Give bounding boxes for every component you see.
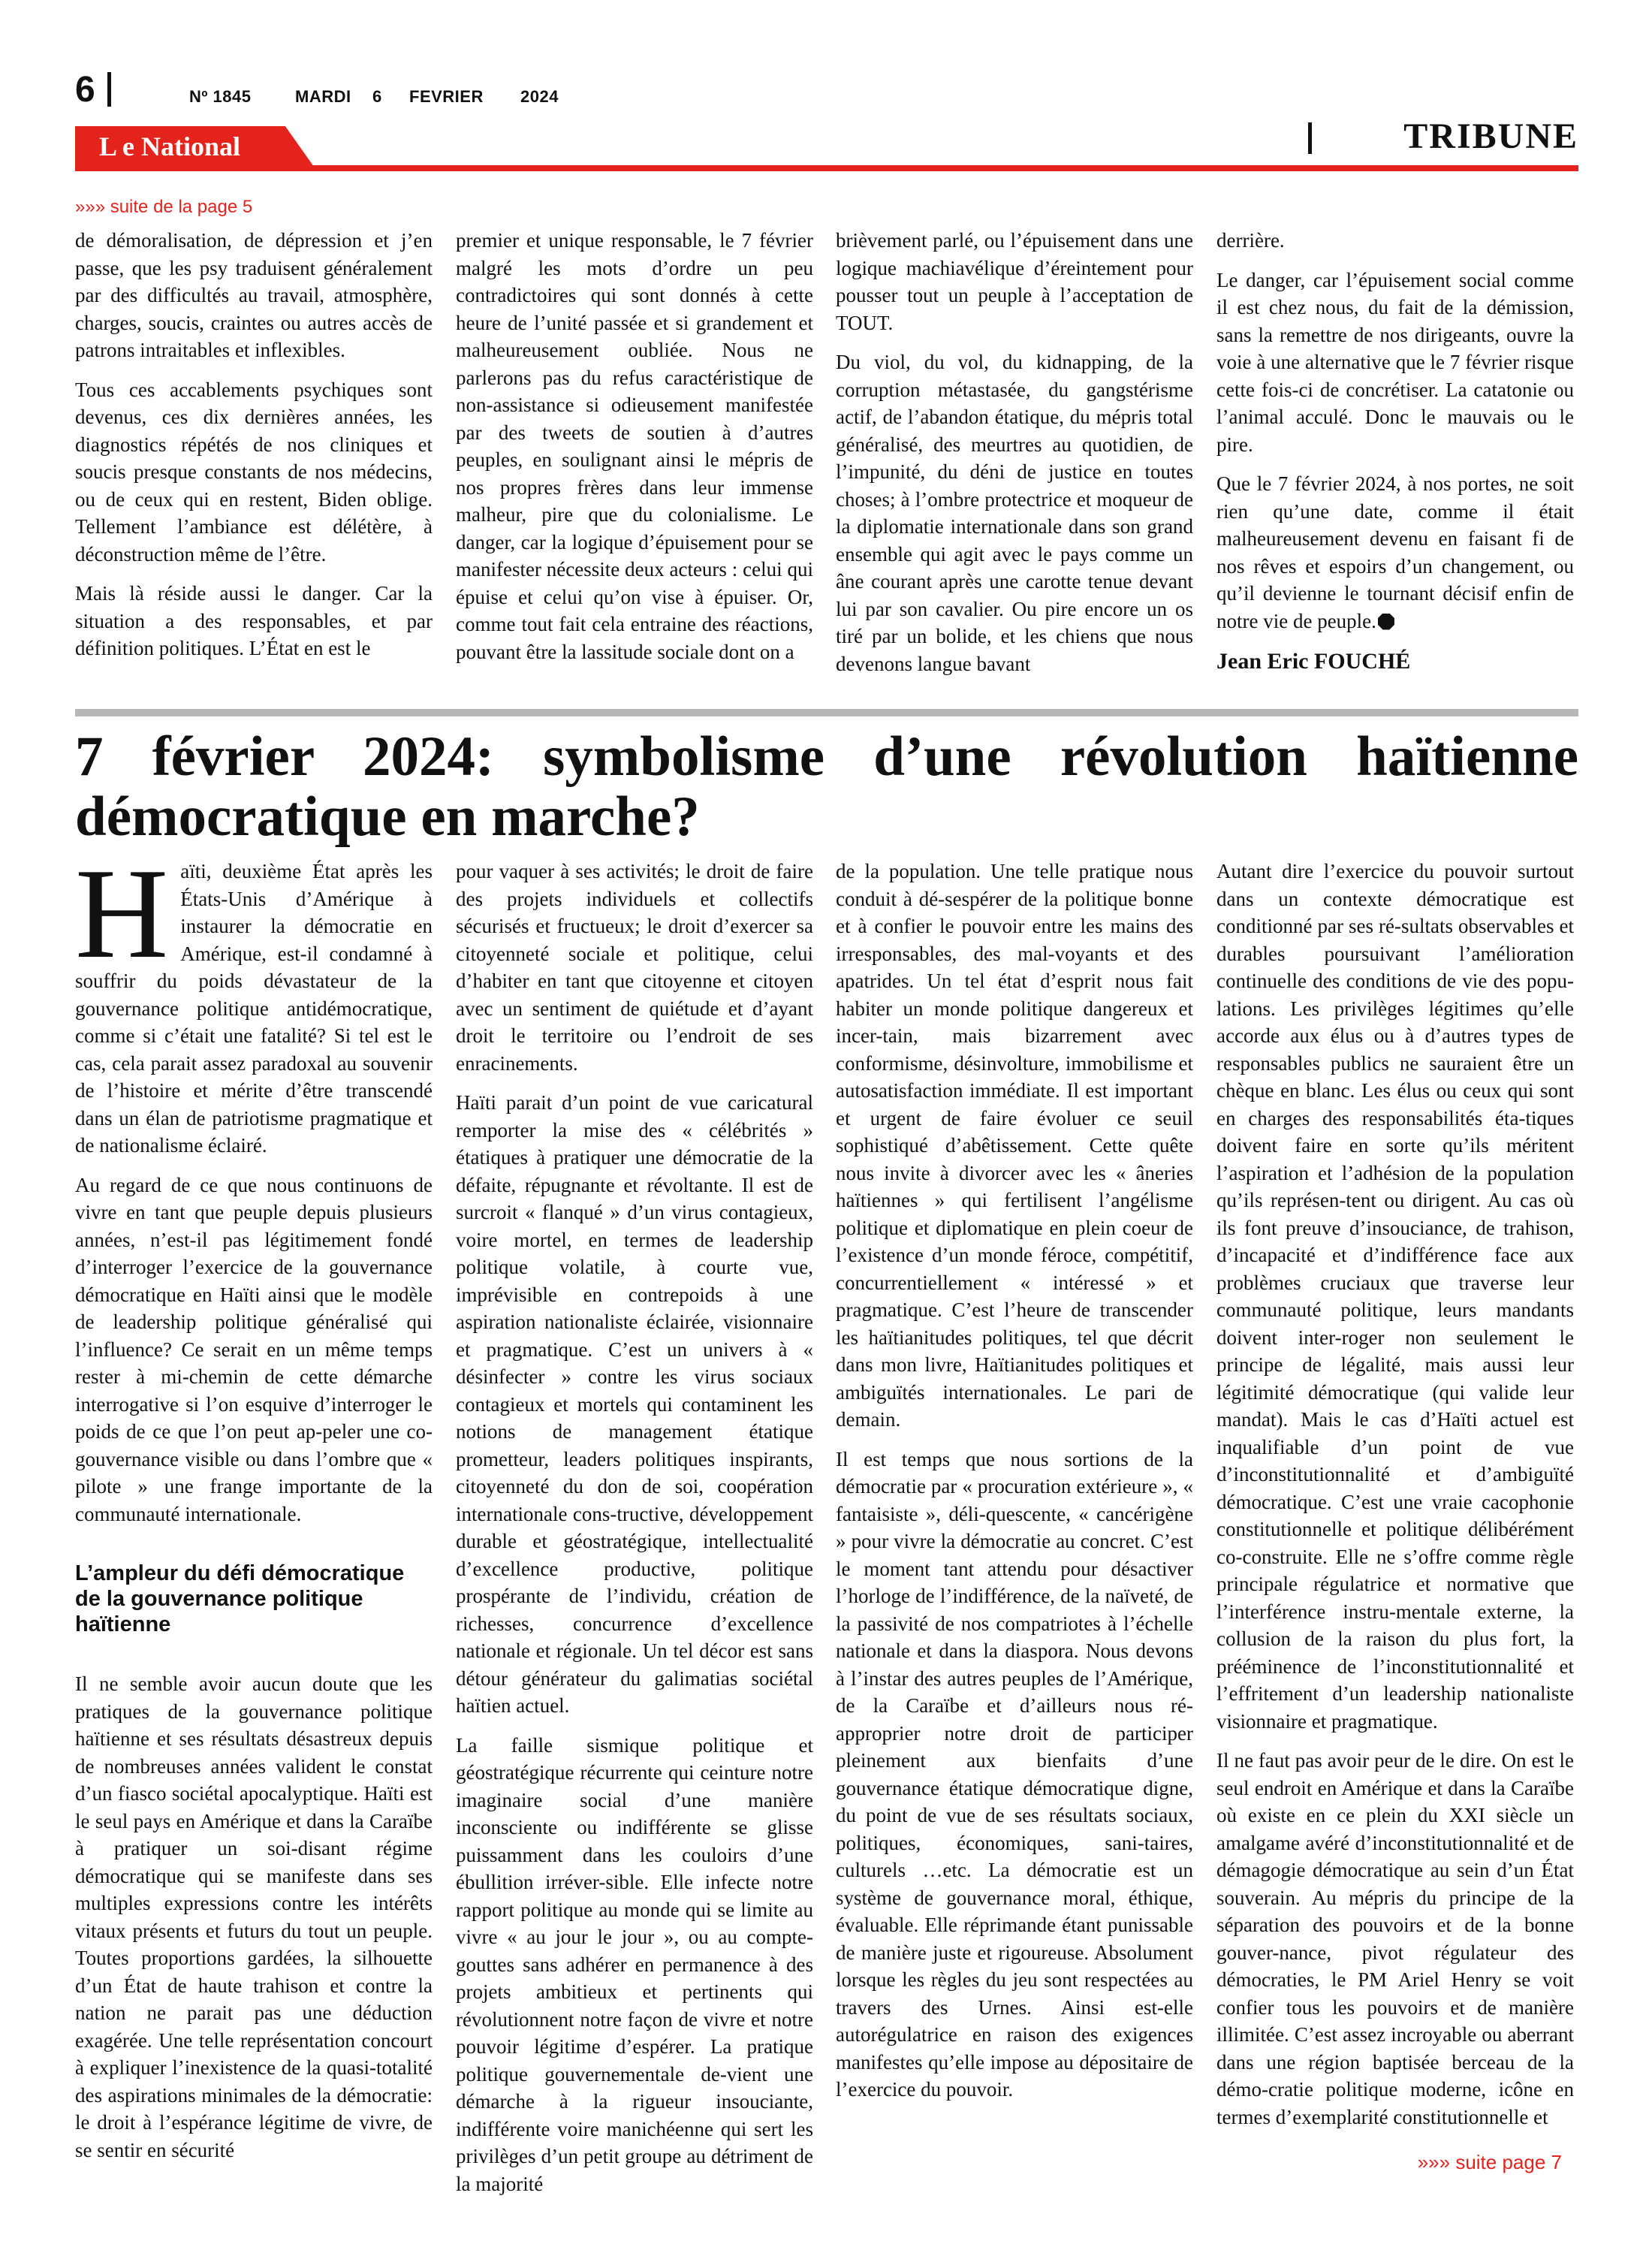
lead-text: aïti, deuxième État après les États-Unis d’Amérique à instaurer la démocratie en Amérique, est-il condamné à souffrir du poids dévastateur de la gouvernance politique antidémocratique, comme si c’était une fatalité? Si tel est le cas, cela parait assez paradoxal au souvenir de l’histoire et mérite d’être transcendé dans un élan de patriotisme pragmatique et de nationalisme éclairé. — [75, 860, 433, 1157]
paragraph — [1216, 470, 1574, 635]
paragraph: pour vaquer à ses activités; le droit de faire des projets individuels et collectifs sécurisés et fructueux; le droit d’exercer sa citoyenneté sociale et politique, celui d’habiter en tant que citoyenne et citoyen avec un sentiment de quiétude et d’ayant droit le territoire ou l’endroit de ses enracinements. — [456, 860, 813, 1075]
paragraph: Il est temps que nous sortions de la démocratie par « procuration extérieure », « fantaisiste », déli-quescente, « cancérigène » pour vivre la démocratie au concret. C’est le moment tant attendu pour désactiver l’horloge de l’indifférence, de la naïveté, de la passivité de nos compatriotes à l’échelle nationale et dans la diaspora. Nous devons à l’instar des autres peuples de l’Amérique, de la Caraïbe et d’ailleurs nous ré-approprier notre droit de participer pleinement aux bienfaits d’une gouvernance étatique démocratique digne, du point de vue de ses résultats sociaux, politiques, économiques, sani-taires, culturels …etc. La démocratie est un système de gouvernance moral, éthique, évaluable. Elle réprimande étant punissable de manière juste et rigoureuse. Absolument lorsque les règles du jeu sont respectées au travers des Urnes. Ainsi est-elle autorégulatrice en raison des exigences manifestes qu’elle impose au dépositaire de l’exercice du pouvoir. — [836, 1447, 1193, 2101]
continued-on-link[interactable]: »»» suite page 7 — [1417, 2151, 1562, 2173]
paragraph: La faille sismique politique et géostratégique récurrente qui ceinture notre imaginaire social d’une manière inconsciente ou indifférente se glisse puissamment dans les couloirs d’une ébullition irréver-sible. Elle infecte notre rapport politique au monde qui se limite au vivre « au jour le jour », ou au compte-gouttes sans adhérer en permanence à des projets ambitieux et pertinents qui révolutionnent notre façon de vivre et notre pouvoir légitime d’espérer. La pratique politique gouvernementale de-vient une démarche à la rigueur insouciante, indifférente voire manichéenne qui sert les privilèges d’un petit groupe au détriment de la majorité — [456, 1733, 813, 2195]
paragraph: Il ne faut pas avoir peur de le dire. On est le seul endroit en Amérique et dans la Caraïbe où existe en ce plein du XXI siècle un amalgame avéré d’inconstitutionnalité et de démagogie démocratique au sein d’un État souverain. Au mépris du principe de la séparation des pouvoirs et de la bonne gouver-nance, pivot régulateur des démocraties, le PM Ariel Henry se voit confier tous les pouvoirs et de manière illimitée. C’est assez incroyable ou aberrant dans une région baptisée berceau de la démo-cratie politique moderne, icône en termes d’exemplarité constitutionnelle et — [1216, 1749, 1574, 2128]
publication-name: L e National — [99, 131, 241, 161]
author-signature: Jean Eric FOUCHÉ — [1216, 649, 1411, 674]
paragraph: de démoralisation, de dépression et j’en passe, que les psy traduisent généralement par des difficultés au travail, atmosphère, charges, soucis, craintes ou autres accès de patrons intraitables et inflexibles. — [75, 229, 433, 361]
article-column-3 — [836, 858, 1193, 2134]
paragraph: Mais là réside aussi le danger. Car la situation a des responsables, et par définition politiques. L’État en est le — [75, 582, 433, 659]
header-day: MARDI — [295, 87, 351, 106]
continued-from-link[interactable]: »»» suite de la page 5 — [75, 197, 253, 217]
paragraph: Au regard de ce que nous continuons de vivre en tant que peuple depuis plusieurs années, n’est-il pas légitimement fondé d’interroger l’exercice de la gouvernance démocratique en Haïti ainsi que le modèle de leadership politique généralisé qui l’influence? Ce serait en un même temps rester à mi-chemin de cette démarche interrogative si l’on esquive d’interroger le poids de ce que l’on peut ap-peler une co-gouvernance visible ou dans l’ombre que « pilote » une frange importante de la communauté internationale. — [75, 1173, 433, 1525]
paragraph: premier et unique responsable, le 7 février malgré les mots d’ordre un peu contradictoires qui sont donnés à cette heure de l’unité passée et si grandement et malheureusement oubliée. Nous ne parlerons pas du refus caractéristique de non-assistance si odieusement manifestée par des tweets de soutien à d’autres peuples, en soulignant ainsi le mépris de nos propres frères dans leur immense malheur, pire que du colonialisme. Le danger, car la logique d’épuisement pour se manifester nécessite deux acteurs : celui qui épuise et celui qu’on vise à épuiser. Or, comme tout fait cela entraine des réactions, pouvant être la lassitude sociale dont on a — [456, 229, 813, 663]
article-separator — [75, 709, 1578, 716]
header-divider — [107, 72, 111, 107]
paragraph: Tous ces accablements psychiques sont devenus, ces dix dernières années, les diagnostics répétés de nos cliniques et soucis presque constants de nos médecins, ou de ceux qui en restent, Biden oblige. Tellement l’ambiance est délétère, à déconstruction même de l’être. — [75, 378, 433, 566]
paragraph: Le danger, car l’épuisement social comme il est chez nous, du fait de la démission, sans la remettre de nos dirigeants, ouvre la voie à une alternative que le 7 février risque cette fois-ci de concrétiser. La catatonie ou l’animal acculé. Donc le mauvais ou le pire. — [1216, 268, 1574, 456]
section-title: TRIBUNE — [1403, 116, 1578, 156]
prev-article-column-1 — [75, 227, 433, 677]
prev-article-column-2 — [456, 227, 813, 677]
paragraph: Haïti parait d’un point de vue caricatural remporter la mise des « célébrités » étatiques à pratiquer une démocratie de la défaite, répugnante et révoltante. Il est de surcroit « flanqué » d’un virus contagieux, voire mortel, en termes de leadership politique volatile, à courte vue, imprévisible en contrepoids à une aspiration nationaliste éclairée, visionnaire et pragmatique. C’est un univers à « désinfecter » contre les virus sociaux contagieux et mortels qui contaminent les notions de management étatique prometteur, leaders politiques inspirants, citoyenneté du don de soi, coopération internationale cons-tructive, développement durable et géostratégique, intellectualité d’excellence productive, politique prospérante de l’individu, création de richesses, concurrence d’excellence nationale et régionale. Un tel décor est sans détour générateur du galimatias sociétal haïtien actuel. — [456, 1091, 813, 1717]
paragraph: Du viol, du vol, du kidnapping, de la corruption métastasée, du gangstérisme actif, de l’abandon étatique, du mépris total généralisé, des meurtres au quotidien, de l’impunité, du déni de justice en toutes choses; à l’ombre protectrice et moqueur de la diplomatie internationale dans son grand ensemble qui agit avec le pays comme un âne courant après une carotte tenue devant lui par son cavalier. Ou pire encore un os tiré par un bolide, et les chiens que nous devenons langue bavant — [836, 351, 1193, 675]
paragraph: de la population. Une telle pratique nous conduit à dé-sespérer de la politique bonne et à confier le pouvoir entre les mains des irresponsables, des mal-voyants et des apatrides. Un tel état d’esprit nous fait habiter un monde politique dangereux et incer-tain, mais bizarrement avec conformisme, désinvolture, immobilisme et autosatisfaction immédiate. Il est important et urgent de faire évoluer ce seuil sophistiqué d’abêtissement. Cette quête nous invite à divorcer avec les « âneries haïtiennes » qui fertilisent l’angélisme politique et diplomatique en plein coeur de l’existence d’un monde féroce, compétitif, concurrentiellement « intéressé » et pragmatique. C’est l’heure de transcender les haïtianitudes politiques, tel que décrit dans mon livre, Haïtianitudes politiques et ambiguïtés internationales. Le pari de demain. — [836, 860, 1193, 1431]
paragraph: derrière. — [1216, 229, 1285, 252]
lead-paragraph — [75, 843, 433, 1160]
paragraph: Il ne semble avoir aucun doute que les pratiques de la gouvernance politique haïtienne et ses résultats désastreux depuis de nombreuses années valident le constat d’un fiasco sociétal apocalyptique. Haïti est le seul pays en Amérique et dans la Caraïbe à pratiquer un soi-disant régime démocratique qui se manifeste dans ses multiples expressions contre les intérêts vitaux présents et futurs du tout un peuple. Toutes proportions gardées, la silhouette d’un État de haute trahison et contre la nation ne parait pas une déduction exagérée. Une telle représentation concourt à expliquer l’inexistence de la quasi-totalité des aspirations minimales de la démocratie: le droit à l’espérance légitime de vivre, de se sentir en sécurité — [75, 1672, 433, 2161]
drop-cap: H — [75, 843, 169, 985]
header-rule — [75, 165, 1578, 171]
header-year: 2024 — [520, 87, 559, 106]
article-column-2 — [456, 858, 813, 2195]
prev-article-column-3 — [836, 227, 1193, 677]
header-month: FEVRIER — [409, 87, 484, 106]
article-column-1 — [75, 843, 433, 2161]
article-column-4 — [1216, 858, 1574, 2134]
section-divider — [1308, 122, 1312, 154]
article-subheading: L’ampleur du défi démocratique de la gouvernance politique haïtienne — [75, 1561, 405, 1636]
paragraph-text: Que le 7 février 2024, à nos portes, ne soit rien qu’une date, comme il était malheureusement devenu en faisant fi de nos rêves et espoirs d’un changement, ou qu’il devienne le tournant décisif enfin de notre vie de peuple. — [1216, 472, 1574, 632]
paragraph: brièvement parlé, ou l’épuisement dans une logique machiavélique d’éreintement pour pousser tout un peuple à l’acceptation de TOUT. — [836, 229, 1193, 334]
article-headline: 7 février 2024: symbolisme d’une révolution haïtienne démocratique en marche? — [75, 725, 1578, 848]
paragraph: Autant dire l’exercice du pouvoir surtout dans un contexte démocratique est conditionné par ses ré-sultats observables et durables poursuivant l’amélioration continuelle des conditions de vie des popu-lations. Les privilèges légitimes qu’elle accorde aux élus ou à d’autres types de responsables publics ne sauraient être un chèque en blanc. Les élus ou ceux qui sont en charges des responsabilités éta-tiques doivent faire en sorte qu’ils méritent l’aspiration et l’adhésion de la population qu’ils représen-tent ou dirigent. Au cas où ils font preuve d’insouciance, de trahison, d’incapacité et d’indifférence face aux problèmes cruciaux que traverse leur communauté politique, leurs mandants doivent inter-roger non seulement le principe de légalité, mais aussi leur légitimité démocratique (qui valide leur mandat). Mais le cas d’Haïti actuel est inqualifiable d’un point de vue d’inconstitutionnalité et d’ambiguïté démocratique. C’est une vraie cacophonie constitutionnelle et politique délibérément co-construite. Elle ne s’offre comme règle principale régulatrice et normative que l’interférence instru-mentale externe, la collusion de la raison du plus fort, la prééminence de l’inconstitutionnalité et l’effritement d’un leadership nationaliste visionnaire et pragmatique. — [1216, 860, 1574, 1733]
page-number: 6 — [75, 70, 95, 110]
prev-article-column-4 — [1216, 227, 1574, 677]
end-mark-icon — [1378, 614, 1394, 630]
issue-number: Nº 1845 — [189, 87, 252, 106]
header-date: 6 — [372, 87, 382, 106]
